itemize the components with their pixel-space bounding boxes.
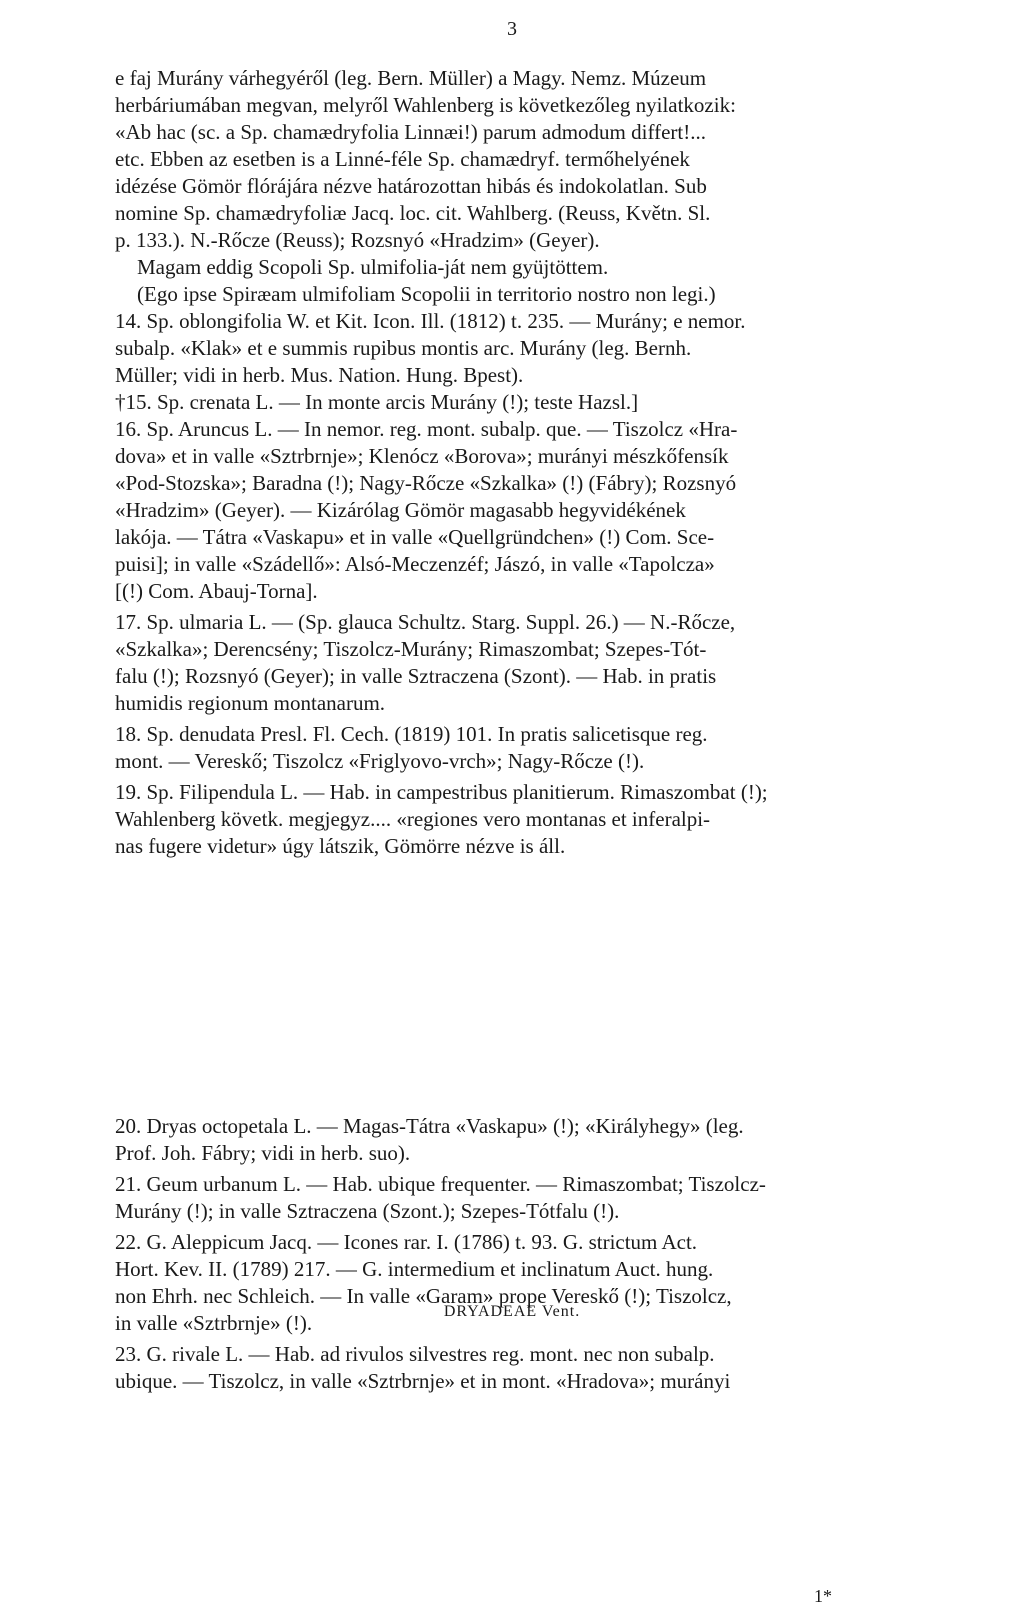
text-line: etc. Ebben az esetben is a Linné-féle Sp. chamædryf. termőhelyének: [115, 147, 690, 171]
text-line: Wahlenberg követk. megjegyz.... «regiones vero montanas et inferalpi-: [115, 807, 711, 831]
species-entry: †15. Sp. crenata L. — In monte arcis Murány (!); teste Hazsl.]: [115, 390, 639, 414]
text-line: Murány (!); in valle Sztraczena (Szont.); Szepes-Tótfalu (!).: [115, 1199, 620, 1223]
text-line: mont. — Vereskő; Tiszolcz «Friglyovo-vrch»; Nagy-Rőcze (!).: [115, 749, 645, 773]
text-line: subalp. «Klak» et e summis rupibus montis arc. Murány (leg. Bernh.: [115, 336, 692, 360]
text-line: «Szkalka»; Derencsény; Tiszolcz-Murány; Rimaszombat; Szepes-Tót-: [115, 637, 707, 661]
text-line: falu (!); Rozsnyó (Geyer); in valle Sztraczena (Szont). — Hab. in pratis: [115, 664, 717, 688]
text-line: humidis regionum montanarum.: [115, 691, 386, 715]
species-entry: 21. Geum urbanum L. — Hab. ubique frequenter. — Rimaszombat; Tiszolcz-: [115, 1172, 766, 1196]
text-line: e faj Murány várhegyéről (leg. Bern. Müller) a Magy. Nemz. Múzeum: [115, 66, 707, 90]
species-entry: 16. Sp. Aruncus L. — In nemor. reg. mont. subalp. que. — Tiszolcz «Hra-: [115, 417, 738, 441]
folio-mark: 1*: [814, 1586, 832, 1606]
text-line: p. 133.). N.-Rőcze (Reuss); Rozsnyó «Hradzim» (Geyer).: [115, 228, 600, 252]
text-line: idézése Gömör flórájára nézve határozottan hibás és indokolatlan. Sub: [115, 174, 707, 198]
text-line: «Ab hac (sc. a Sp. chamædryfolia Linnæi!) parum admodum differt!...: [115, 120, 706, 144]
text-line: in valle «Sztrbrnje» (!).: [115, 1311, 313, 1335]
species-entry: 22. G. Aleppicum Jacq. — Icones rar. I. (1786) t. 93. G. strictum Act.: [115, 1230, 698, 1254]
text-line: Prof. Joh. Fábry; vidi in herb. suo).: [115, 1141, 411, 1165]
text-line: (Ego ipse Spiræam ulmifoliam Scopolii in territorio nostro non legi.): [137, 282, 716, 306]
text-line: «Pod-Stozska»; Baradna (!); Nagy-Rőcze «Szkalka» (!) (Fábry); Rozsnyó: [115, 471, 737, 495]
species-entry: 17. Sp. ulmaria L. — (Sp. glauca Schultz. Starg. Suppl. 26.) — N.-Rőcze,: [115, 610, 736, 634]
species-entry: 23. G. rivale L. — Hab. ad rivulos silvestres reg. mont. nec non subalp.: [115, 1342, 715, 1366]
text-line: Müller; vidi in herb. Mus. Nation. Hung. Bpest).: [115, 363, 524, 387]
text-line: [(!) Com. Abauj-Torna].: [115, 579, 318, 603]
text-line: non Ehrh. nec Schleich. — In valle «Garam» prope Vereskő (!); Tiszolcz,: [115, 1284, 732, 1308]
text-line: dova» et in valle «Sztrbrnje»; Klenócz «Borova»; murányi mészkőfensík: [115, 444, 729, 468]
section-heading: DRYADEAE Vent.: [443, 1303, 581, 1320]
text-line: ubique. — Tiszolcz, in valle «Sztrbrnje» et in mont. «Hradova»; murányi: [115, 1369, 731, 1393]
text-line: nomine Sp. chamædryfoliæ Jacq. loc. cit. Wahlberg. (Reuss, Květn. Sl.: [115, 201, 711, 225]
species-entry: 18. Sp. denudata Presl. Fl. Cech. (1819) 101. In pratis salicetisque reg.: [115, 722, 708, 746]
page-number: 3: [507, 18, 517, 40]
text-line: «Hradzim» (Geyer). — Kizárólag Gömör magasabb hegyvidékének: [115, 498, 686, 522]
species-entry: 19. Sp. Filipendula L. — Hab. in campestribus planitierum. Rimaszombat (!);: [115, 780, 768, 804]
text-line: nas fugere videtur» úgy látszik, Gömörre nézve is áll.: [115, 834, 566, 858]
species-entry: 20. Dryas octopetala L. — Magas-Tátra «Vaskapu» (!); «Királyhegy» (leg.: [115, 1114, 744, 1138]
text-line: lakója. — Tátra «Vaskapu» et in valle «Quellgründchen» (!) Com. Sce-: [115, 525, 715, 549]
text-line: puisi]; in valle «Szádellő»: Alsó-Meczenzéf; Jászó, in valle «Tapolcza»: [115, 552, 715, 576]
text-line: herbáriumában megvan, melyről Wahlenberg is következőleg nyilatkozik:: [115, 93, 736, 117]
species-entry: 14. Sp. oblongifolia W. et Kit. Icon. Ill. (1812) t. 235. — Murány; e nemor.: [115, 309, 746, 333]
text-line: Hort. Kev. II. (1789) 217. — G. intermedium et inclinatum Auct. hung.: [115, 1257, 714, 1281]
text-line: Magam eddig Scopoli Sp. ulmifolia-ját nem gyüjtöttem.: [137, 255, 609, 279]
